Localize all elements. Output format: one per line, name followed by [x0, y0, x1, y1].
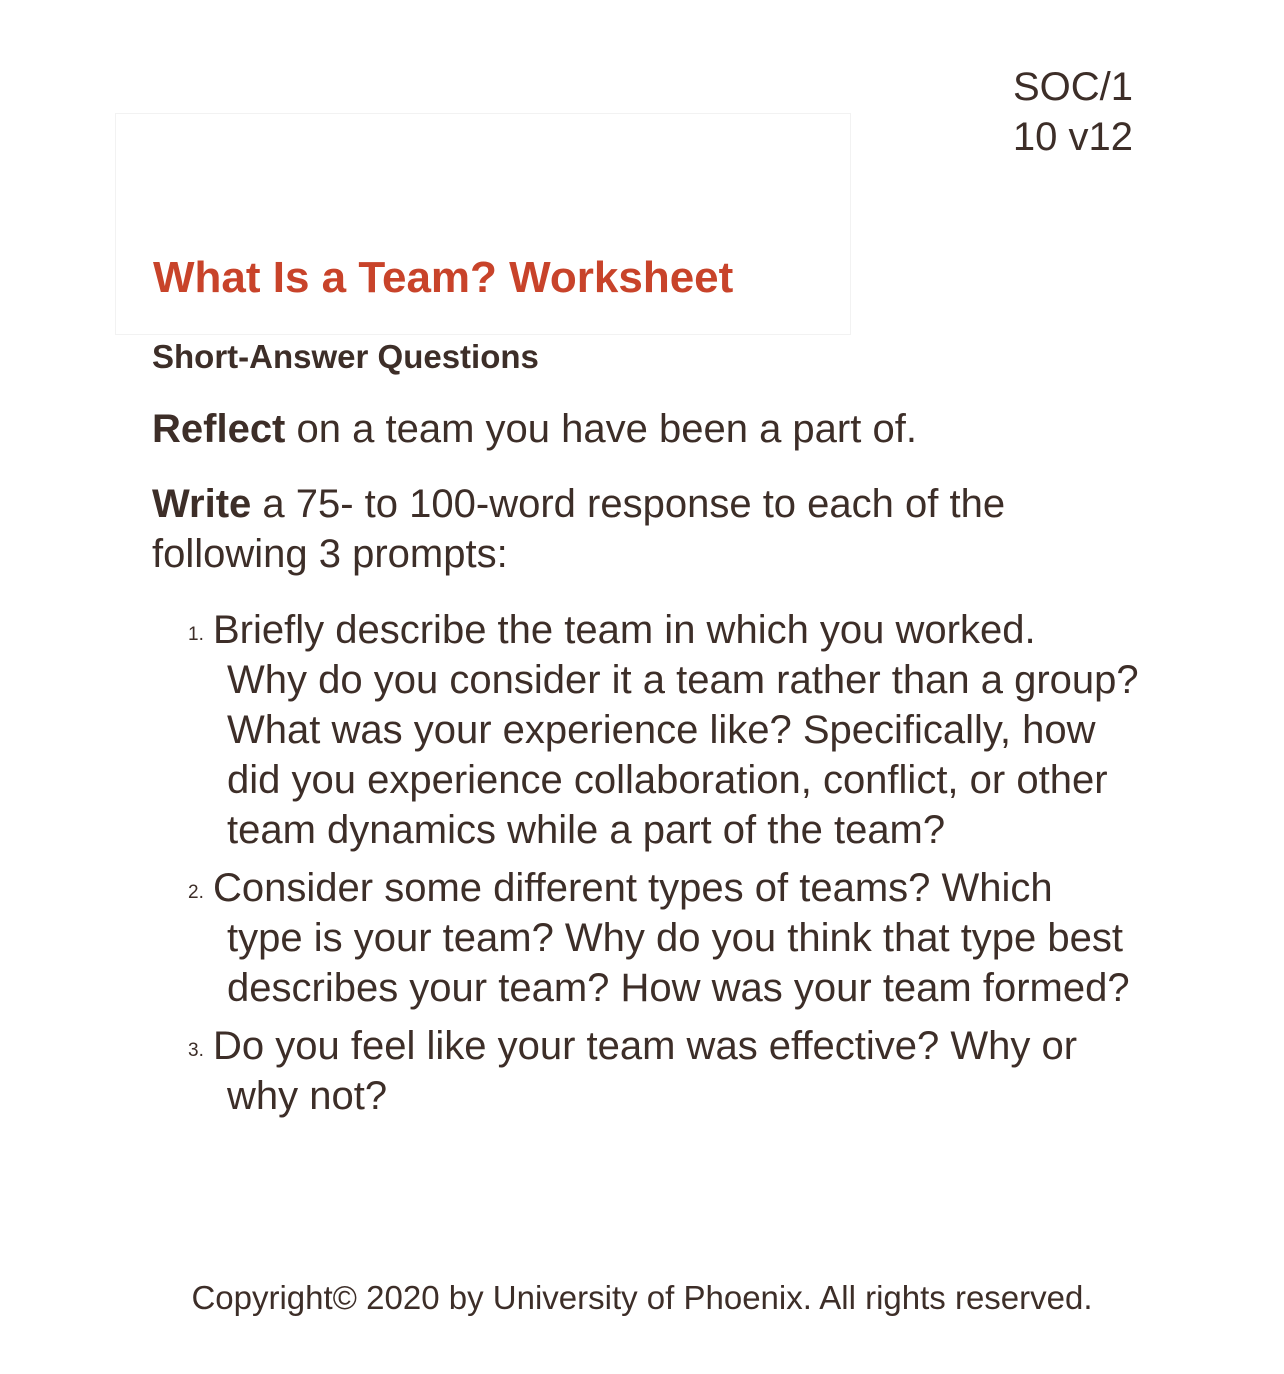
prompt-text: Why do you consider it a team rather than a group? What was your experience like? Specifically, how did you experience collaboration, conflict, or other team dynamics while a part of the team? — [227, 658, 1139, 852]
prompt-text: why not? — [227, 1074, 388, 1118]
prompt-first-line: Briefly describe the team in which you worked. — [213, 608, 1036, 652]
instruction-text: a 75- to 100-word response to each of the following 3 prompts: — [152, 482, 1006, 576]
prompt-text: type is your team? Why do you think that type best describes your team? How was your team formed? — [227, 916, 1130, 1010]
course-code — [973, 62, 1133, 162]
copyright-footer: Copyright© 2020 by University of Phoenix. All rights reserved. — [191, 1279, 1093, 1316]
course-code-line-1: SOC/1 — [1012, 65, 1133, 109]
section-heading: Short-Answer Questions — [152, 338, 539, 375]
document-title: What Is a Team? Worksheet — [153, 253, 734, 302]
prompt-list — [152, 605, 1152, 1129]
prompt-first-line: Do you feel like your team was effective? Why or — [213, 1024, 1078, 1068]
prompt-item — [152, 1021, 1152, 1121]
prompt-number: 3. — [188, 1040, 204, 1061]
instruction-verb: Reflect — [152, 407, 286, 451]
prompt-number: 2. — [188, 882, 204, 903]
instruction-reflect — [152, 404, 1112, 454]
instruction-write — [152, 479, 1112, 579]
instruction-verb: Write — [152, 482, 252, 526]
instruction-text: on a team you have been a part of. — [285, 407, 917, 451]
course-code-line-2: 10 v12 — [1012, 115, 1133, 159]
prompt-number: 1. — [188, 624, 204, 645]
prompt-item — [152, 605, 1152, 855]
prompt-item — [152, 863, 1152, 1013]
prompt-first-line: Consider some different types of teams? Which — [213, 866, 1053, 910]
